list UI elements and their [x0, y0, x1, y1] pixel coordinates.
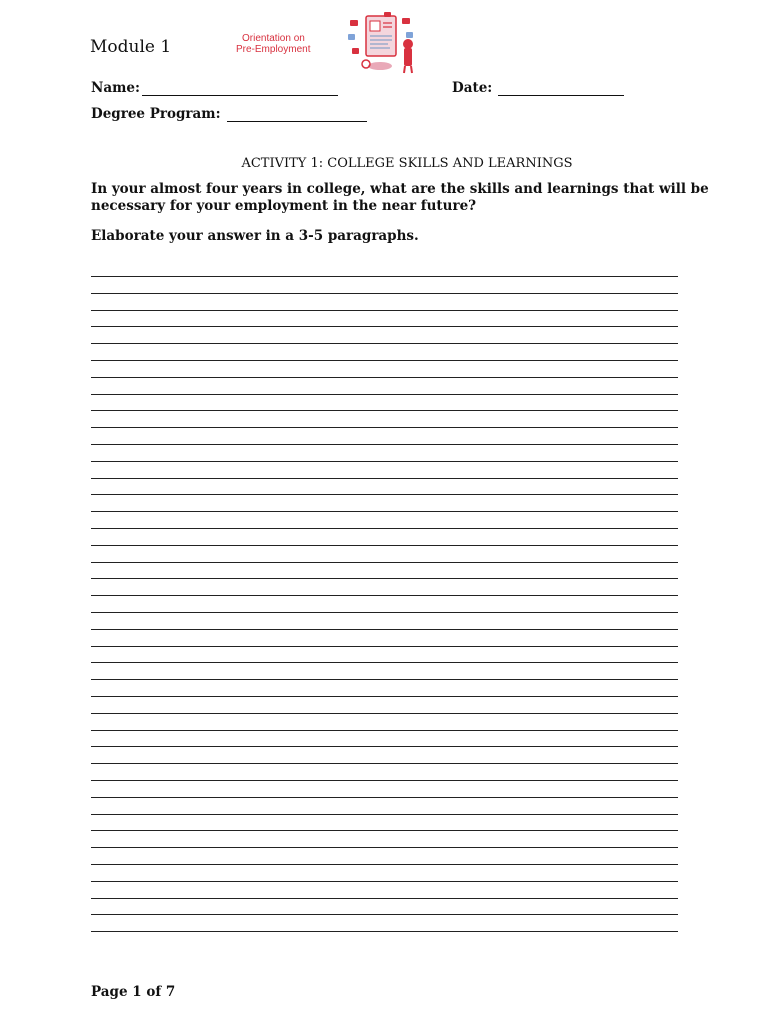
answer-line[interactable]: [91, 763, 678, 764]
date-label: Date:: [452, 80, 493, 96]
degree-program-label: Degree Program:: [91, 106, 221, 122]
answer-line[interactable]: [91, 612, 678, 613]
logo-line-2: Pre-Employment: [236, 44, 311, 55]
answer-line[interactable]: [91, 528, 678, 529]
answer-line[interactable]: [91, 578, 678, 579]
answer-line[interactable]: [91, 713, 678, 714]
instruction-text: Elaborate your answer in a 3-5 paragraphs.: [91, 228, 419, 244]
degree-program-field[interactable]: [91, 106, 367, 122]
answer-line[interactable]: [91, 830, 678, 831]
answer-line[interactable]: [91, 847, 678, 848]
answer-line[interactable]: [91, 444, 678, 445]
logo-line-1: Orientation on: [242, 33, 305, 44]
logo-text: [236, 33, 310, 55]
answer-line[interactable]: [91, 898, 678, 899]
answer-line[interactable]: [91, 326, 678, 327]
answer-line[interactable]: [91, 545, 678, 546]
answer-line[interactable]: [91, 881, 678, 882]
answer-line[interactable]: [91, 562, 678, 563]
answer-line[interactable]: [91, 780, 678, 781]
answer-line[interactable]: [91, 394, 678, 395]
answer-line[interactable]: [91, 914, 678, 915]
name-label: Name:: [91, 80, 140, 96]
document-illustration-icon: [344, 12, 424, 74]
name-field[interactable]: [91, 80, 338, 96]
answer-line[interactable]: [91, 595, 678, 596]
date-field[interactable]: [452, 80, 624, 96]
answer-line[interactable]: [91, 814, 678, 815]
answer-line[interactable]: [91, 360, 678, 361]
answer-line[interactable]: [91, 679, 678, 680]
answer-line[interactable]: [91, 427, 678, 428]
answer-line[interactable]: [91, 746, 678, 747]
answer-line[interactable]: [91, 646, 678, 647]
module-title: Module 1: [90, 37, 172, 57]
name-blank[interactable]: [142, 81, 338, 96]
answer-line[interactable]: [91, 511, 678, 512]
answer-line[interactable]: [91, 931, 678, 932]
answer-line[interactable]: [91, 696, 678, 697]
page-number: Page 1 of 7: [91, 984, 176, 1000]
answer-line[interactable]: [91, 276, 678, 277]
answer-line[interactable]: [91, 478, 678, 479]
answer-line[interactable]: [91, 377, 678, 378]
answer-line[interactable]: [91, 797, 678, 798]
activity-title: ACTIVITY 1: COLLEGE SKILLS AND LEARNINGS: [241, 156, 573, 171]
answer-line[interactable]: [91, 410, 678, 411]
answer-line[interactable]: [91, 864, 678, 865]
answer-line[interactable]: [91, 293, 678, 294]
answer-line[interactable]: [91, 494, 678, 495]
question-text: In your almost four years in college, what are the skills and learnings that will be necessary for your employment in the near future?: [91, 181, 709, 214]
answer-line[interactable]: [91, 730, 678, 731]
answer-line[interactable]: [91, 310, 678, 311]
degree-program-blank[interactable]: [227, 107, 367, 122]
answer-line[interactable]: [91, 461, 678, 462]
date-blank[interactable]: [498, 81, 624, 96]
answer-line[interactable]: [91, 629, 678, 630]
answer-line[interactable]: [91, 343, 678, 344]
answer-line[interactable]: [91, 662, 678, 663]
